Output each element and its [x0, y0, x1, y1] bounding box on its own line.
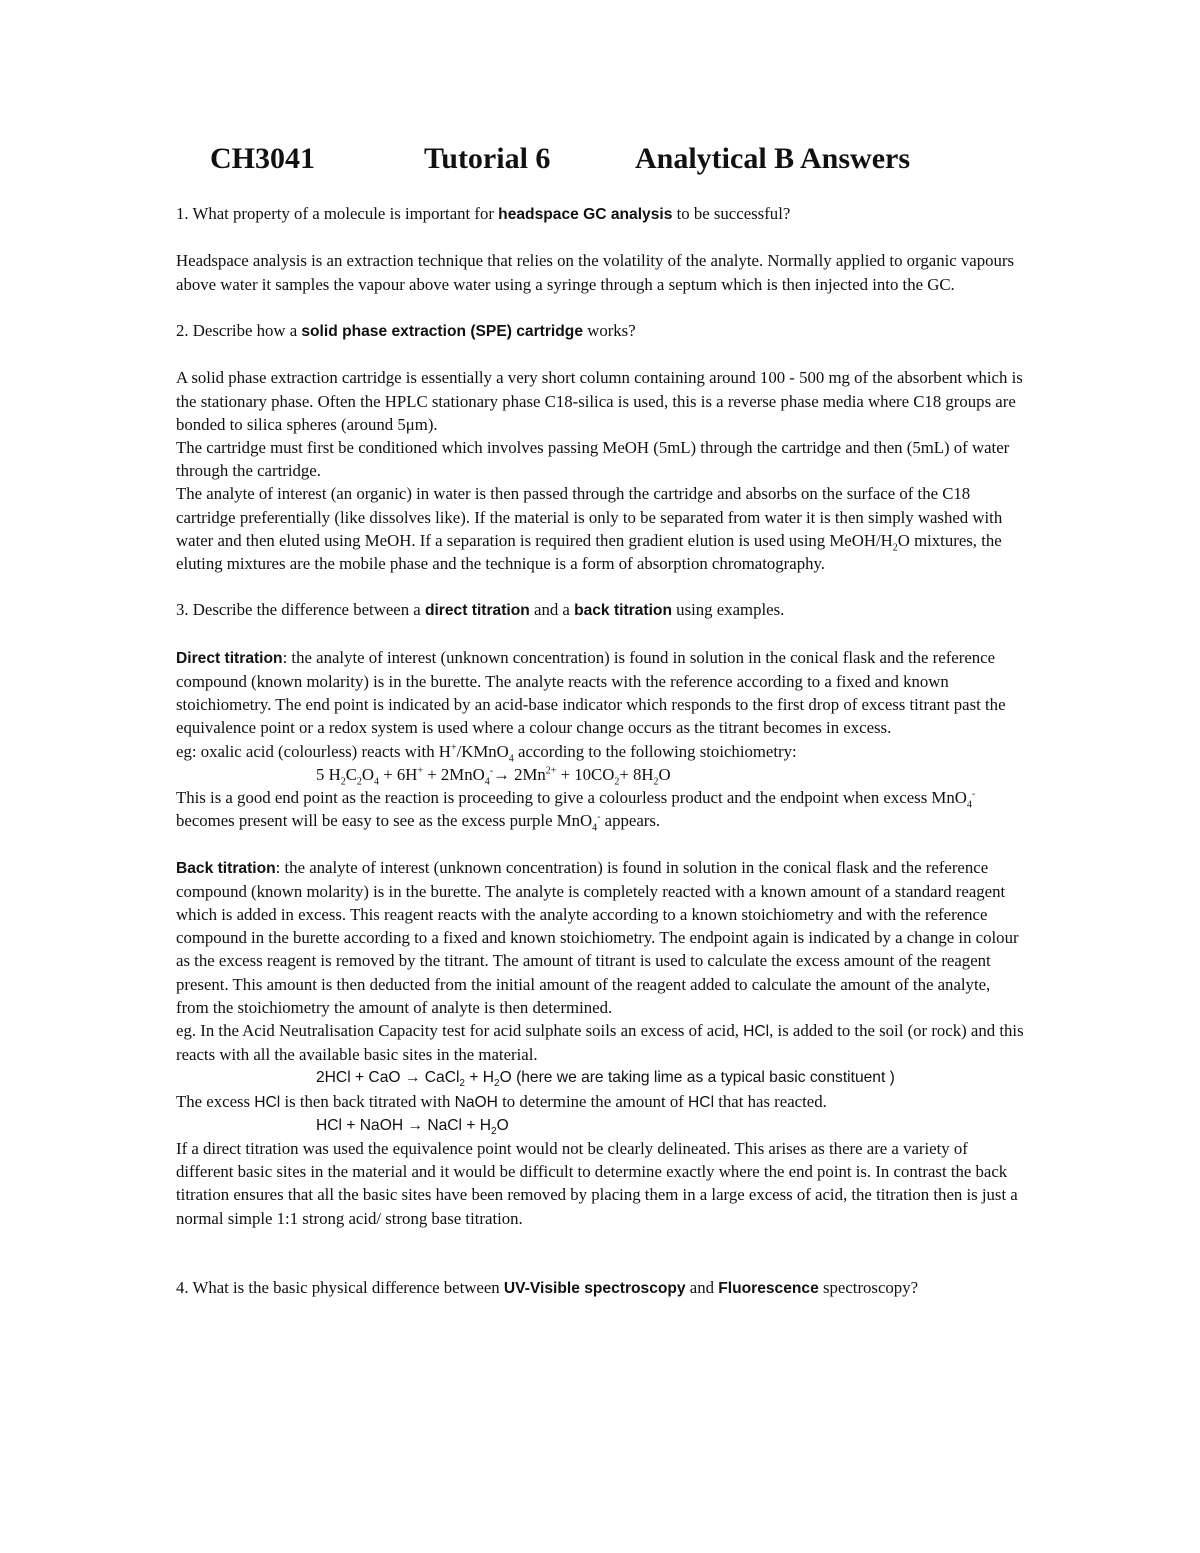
subject-title: Analytical B Answers — [635, 142, 911, 175]
tutorial-number: Tutorial 6 — [424, 142, 551, 175]
back-titration-conclusion: If a direct titration was used the equivalence point would not be clearly delineated. This arises as there are a variety of different basic sites in the material and it would be difficult to determine exactly where the end point is. In contrast the back titration ensures that all the basic sites have been removed by placing them in a large excess of acid, the titration then is just a normal simple 1:1 strong acid/ strong base titration. — [176, 1139, 1018, 1228]
excess-hcl-sentence: The excess HCl is then back titrated with NaOH to determine the amount of HCl that has reacted. — [176, 1091, 827, 1111]
question-2: 2. Describe how a solid phase extraction (SPE) cartridge works? — [176, 320, 636, 340]
course-code: CH3041 — [210, 142, 315, 175]
back-titration-label: Back titration — [176, 859, 276, 877]
direct-titration-paragraph: Direct titration: the analyte of interest (unknown concentration) is found in solution in the conical flask and the reference compound (known molarity) is in the burette. The analyte reacts with the reference according to a fixed and known stoichiometry. The end point is indicated by an acid-base indicator which responds to the first drop of excess titrant past the equivalence point or a redox system is used where a colour change occurs as the titrant becomes in excess. — [176, 647, 1006, 738]
answer-2-paragraph-2: The cartridge must first be conditioned which involves passing MeOH (5mL) through the cartridge and then (5mL) of water through the cartridge. — [176, 437, 1010, 481]
back-titration-example: eg. In the Acid Neutralisation Capacity test for acid sulphate soils an excess of acid, HCl, is added to the soil (or rock) and this reacts with all the available basic sites in the material. — [176, 1021, 1024, 1065]
reaction-arrow: → — [404, 1069, 421, 1087]
reaction-arrow: → — [407, 1116, 424, 1134]
back-titration-paragraph: Back titration: the analyte of interest (unknown concentration) is found in solution in the conical flask and the reference compound (known molarity) is in the burette. The analyte is completely reacted with a known amount of a standard reagent which is added in excess. This reagent reacts with the analyte according to a known stoichiometry and with the reference compound in the burette according to a fixed and known stoichiometry. The endpoint again is indicated by a change in colour as the excess reagent is removed by the titrant. The amount of titrant is used to calculate the excess amount of the reagent present. This amount is then deducted from the initial amount of the reagent added to calculate the amount of the analyte, from the stoichiometry the amount of analyte is then determined. — [176, 857, 1019, 1017]
question-3: 3. Describe the difference between a direct titration and a back titration using examples. — [176, 600, 785, 620]
endpoint-explanation: This is a good end point as the reaction is proceeding to give a colourless product and the endpoint when excess MnO$_4$- becomes present will be easy to see as the excess purple MnO$_4$- appears. — [176, 788, 976, 834]
direct-titration-example: eg: oxalic acid (colourless) reacts with H+/KMnO$_4$ according to the following stoichiometry: — [176, 741, 797, 764]
lime-equation: 2HCl + CaO → CaCl$_2$ + $H_2O$ (here we are taking lime as a typical basic constituent ) — [316, 1069, 895, 1090]
reaction-arrow: → — [493, 764, 510, 784]
answer-1: Headspace analysis is an extraction technique that relies on the volatility of the analyte. Normally applied to organic vapours above water it samples the vapour above water using a syringe through a septum which is then injected into the GC. — [176, 251, 1015, 294]
neutralisation-equation: HCl + NaOH → NaCl + $H_2O$ — [316, 1116, 509, 1137]
answer-2-paragraph-3: The analyte of interest (an organic) in water is then passed through the cartridge and absorbs on the surface of the C18 cartridge preferentially (like dissolves like). If the material is only to be separated from water it is then simply washed with water and then eluted using MeOH. If a separation is required then gradient elution is used using MeOH/$H_2O$ mixtures, the eluting mixtures are the mobile phase and the technique is a form of absorption chromatography. — [176, 484, 1003, 573]
page-title — [210, 142, 970, 186]
direct-titration-label: Direct titration — [176, 649, 283, 667]
question-1: 1. What property of a molecule is important for headspace GC analysis to be successful? — [176, 204, 791, 223]
permanganate-equation: 5 $H_2C_2O_4 + 6H^+ + 2MnO_4^-\to 2Mn^{2+} + 10CO_2+ 8H_2O$ — [316, 764, 671, 788]
document-body — [176, 202, 1026, 1300]
question-4: 4. What is the basic physical difference between UV-Visible spectroscopy and Fluorescence spectroscopy? — [176, 1278, 919, 1298]
answer-2-paragraph-1: A solid phase extraction cartridge is essentially a very short column containing around 100 - 500 mg of the absorbent which is the stationary phase. Often the HPLC stationary phase C18-silica is used, this is a reverse phase media where C18 groups are bonded to silica spheres (around 5μm). — [176, 368, 1023, 434]
